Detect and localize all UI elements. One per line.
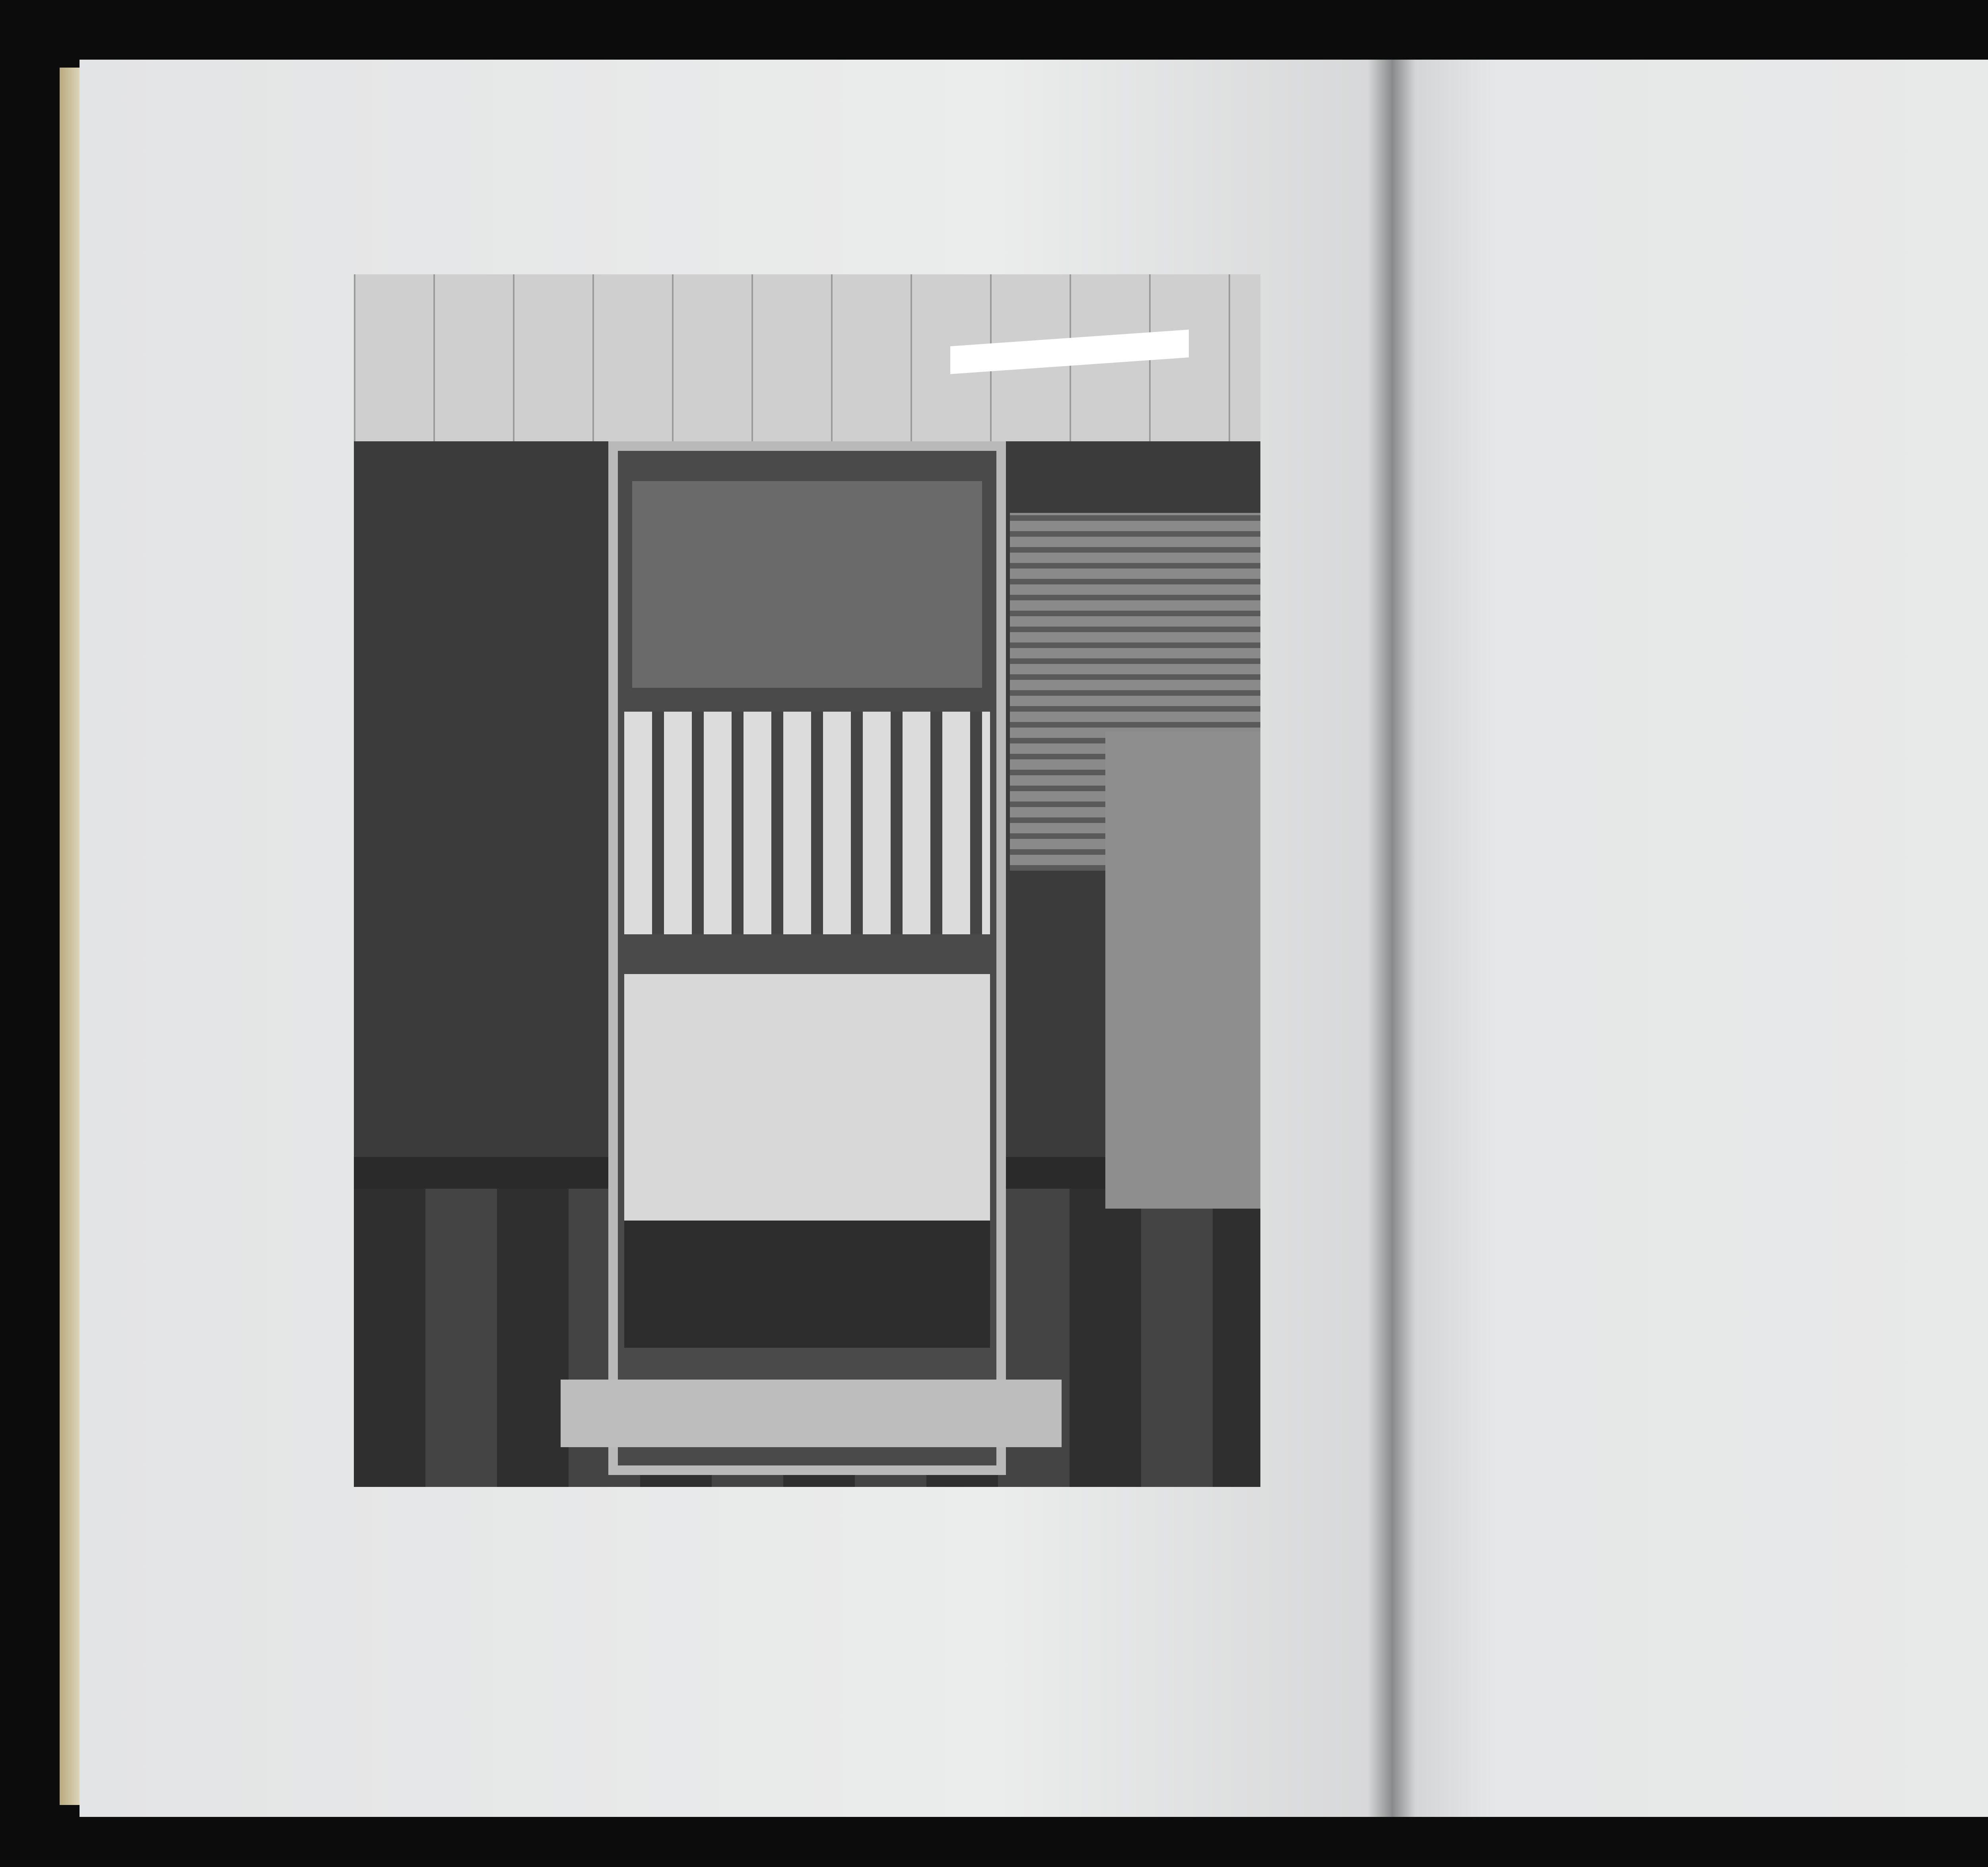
sphere-diagram-right (1944, 465, 1988, 922)
figure-10-title (1769, 264, 1988, 280)
cabinet (1105, 732, 1260, 1209)
book-gutter (1368, 60, 1415, 1817)
gondola-base (561, 1380, 1062, 1447)
gondola-lower-level (624, 1221, 990, 1348)
sphere-diagram-left (1503, 465, 1948, 922)
gondola-second-level (624, 712, 990, 934)
right-page (1392, 60, 1988, 1817)
gondola-panel (624, 974, 990, 1221)
gondola-photo (354, 274, 1260, 1487)
gondola-top-tier (632, 481, 982, 688)
